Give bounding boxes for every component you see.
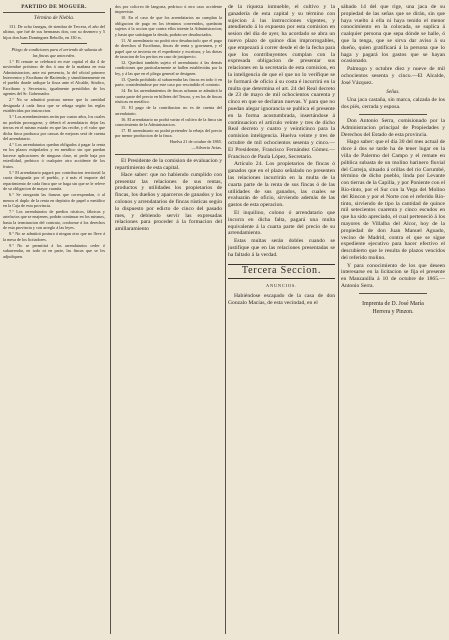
paragraph: Artículo 24. Los propietarios de fincas ó ganados que en el plazo señalado no presenten las relaciones incurrirán en la multa de la cuarta parte de la renta de sus fincas ó de las utilidades de sus ganados, las cuales se evaluarán de oficio, sirviendo además de las gastos de esta operacion. (228, 161, 335, 209)
column-rule (338, 8, 339, 634)
divider (21, 43, 87, 44)
paragraph: 16. El arrendatario no podrá variar el cultivo de la finca sin conocimiento de la Administracion. (115, 116, 222, 128)
ad-text: Habiéndose escapado de la casa de don Gonzalo Macías, de esta vecindad, en el (228, 293, 335, 306)
paragraph: Estas multas serán dobles cuando se justifique que en las relaciones presentadas se ha faltado á la verdad. (228, 238, 335, 258)
divider (115, 154, 222, 155)
paragraph: 15. El pago de la contribucion no es de cuenta del arrendatario. (115, 105, 222, 116)
paragraph: 7.° Los arrendatarios de predios rústicos, fábricas y artefactos que se enajenen, podrán continuar en los mismos, hasta la terminacion del contrato, conforme á los derechos de esta provincia y con arreglo á las leyes. (3, 208, 105, 231)
paragraph: 2.° No se admitirá postura menor que la cantidad designada á cada finca que se rehaga según las reglas establecidas por instruccion. (3, 97, 105, 114)
column-4 (341, 4, 445, 636)
paragraph: Hace saber: que no habiendo cumplido con presentar las relaciones de sus rentas, productos y utilidades los propietarios de fincas, los dueños y aparceros de ganados y los colonos y arrendatarios de fincas rústicas según lo dispuesto por edicto de cinco del pasado mes, y debiendo servir las expresadas relaciones para proceder á la formacion del amillaramiento (115, 171, 222, 233)
imprint-line: Imprenta de D. José María (362, 300, 424, 307)
paragraph: Don Antonio Serra, comisionado por la Administracion principal de Propiedades y Derechos del Estado de esta provincia. (341, 117, 445, 138)
date-line: Huelva 21 de octubre de 1865. (169, 139, 222, 145)
paragraph: El inquilino, colono ó arrendatario que incurra en dicha falta, pagará una multa equivalente á la cuarta parte del precio de su arrendamiento. (228, 209, 335, 237)
paragraph: 10. En el caso de que los arrendatarios no cumplan la obligacion de pago en los términos convenidos, quedarán sujetos á la accion que contra ellos intente la Administracion; y hasta que satisfagan la deuda, podrán ser desahuciados. (115, 15, 222, 37)
notice-heading: El Presidente de la comision de evaluacion y repartimiento de esta capital. (115, 157, 222, 171)
senas-title: Señas. (386, 88, 400, 95)
divider (359, 114, 427, 115)
imprint-line: Herrera y Pinzon. (372, 308, 414, 315)
paragraph: dos por colicreo de langosta, pedrisco ú otro caso accidente imprevisto. (115, 4, 222, 15)
paragraph: 12. Quedará también sujeto el arrendatario á las demás condiciones que particularmente se hallen establecidas por la ley, y á las que en el pliego general se designen. (115, 60, 222, 76)
imprint (341, 300, 445, 316)
column-rule (225, 8, 226, 634)
paragraph: 131. De ocho fanegas, de siembra de Tercera, el año del ultimo, que fué de sus hermanas don, con su dezmero y 5 hijos don Juan Domínguez Rebollo, en 130 rs. (3, 23, 105, 40)
paragraph: 6.° Se otorgarán las fianzas que correspondan, ó al menos el duplo de la renta en depósito de papel o metálico en la Caja de esta provincia. (3, 192, 105, 208)
paragraph: Una jaca castaña, sin marca, calzada de los dos piés, cerrada y esposa. (341, 97, 445, 111)
paragraph: Pliego de condiciones para el arriendo de subasta de las fincas que anteceden. (11, 47, 103, 58)
paragraph: 8.° No se admitirá postura á ningun otro que no lleve á la mesa de los licitadores. (3, 231, 105, 242)
column-2 (115, 4, 222, 636)
paragraph: 4.° Los arrendatarios quedan obligados á pagar la renta en los plazos estipulados y en metálico sin que puedan hacerse aplicaciones de ninguna clase, ni pedir baja por esterilidad, pedrisco ó cualquier otro accidente de los frutos. (3, 141, 105, 169)
column-3 (228, 4, 335, 636)
signature: —Silverio Arias. (191, 145, 222, 151)
paragraph: 11. Al arrendatario no podrá otro desahuciarlo que el pago de derechos al Escribano, fincas de renta y gravamen, y el papel que se invierta en el expediente y escritura; y las dietas de tasacion de los peritos en caso de justiprecio. (115, 37, 222, 60)
divider (359, 293, 427, 294)
notice-body (115, 172, 222, 233)
section-title: PARTIDO DE MOGUER. (3, 5, 105, 13)
paragraph: de la riqueza inmueble, el cultivo y la ganadería de esta capital y su término con sujecion á las instrucciones vigentes, y atendiendo á lo expuesto por esta comision en sesion del dia de ayer, ha acordado se abra un nuevo plazo de quince días improrrogables, que empezará á correr desde el de la fecha para que los contribuyentes cumplan con la expresada obligacion de presentar sus relaciones en la secretaría de esta comision, en la inteligencia de que el que no lo verifique se le formará de oficio á su costa é incurrirá en la multa que determina el art. 24 del Real decreto de 23 de mayo de mil ochocientos cuarenta y cinco en que se declaran nuevas. Y para que no puedan alegar ignorancia se publica el presente en la forma acostumbrada, insertándose á continuacion el artículo veinte y tres de dicho Real decreto y cuatro y veinticinco para la comision inteligencia. Huelva veinte y tres de octubre de mil ochocientos sesenta y cinco.—El Presidente, Francisco Fernández Gómez.—Francisco de Paula López, Secretario. (228, 4, 335, 160)
paragraph: 5.° El arrendatario pagará por contribucion territorial la cuota designada por el pueblo, y á más el importe del repartimiento de cada finca que se haga sin que se le releve de su obligacion de mayor cuantía. (3, 169, 105, 192)
paragraph: Hago saber: que el día 30 del mes actual de doce á dos se tarde ha de tener lugar en la villa de Palermo del Campo y el remate en pública subasta de un molino harinero fluvial del Carreja, situado á orillas del río Corumbé, término de dicho pueblo, linda por Levante con tierras de la Capilla, y por Poniente con el Río-tinto, por el Sur con la Vega del Molino del Rincon y por el Norte con el referido Río-tinto, sirviendo de tipo la cantidad de quince mil setecientos cuarenta y cinco escudos en que ha sido apreciado, el cual perteneció á los mayores de Villalba del Alcor, hoy de la propiedad de don Juan Manuel Aguado, vecino de Madrid, contra el que se sigue expediente ejecutivo para hacer efectivo el descubierto que le resulta de plazos vencidos del referido molino. (341, 139, 445, 261)
paragraph: Y para conocimiento de los que deseen interesarse en la licitacion se fija el presente en Manzanilla á 10 de octubre de 1865.—Antonio Serra. (341, 262, 445, 290)
ads-heading: ANUNCIOS. (266, 283, 297, 289)
paragraph: Palmogo y octubre diez y nueve de mil ochocientos sesenta y cinco.—El Alcalde, José Vázquez. (341, 66, 445, 86)
column-rule (110, 8, 111, 634)
paragraph: 1.° El remate se celebrará en este capital el día 4 de noviembre próximo de dos á una de la mañana en esta Administracion, ante mi presencia, la del oficial primero Interventor y Escribano de Hacienda; y simultáneamente en el pueblo donde radique la finca ante el Alcalde, Síndico, Escribano y Secretario, igualmente presididos de los agentes del Sr. Gobernador. (3, 58, 105, 97)
section-banner: Tercera Seccion. (228, 264, 335, 279)
paragraph: 14. En los arrendamientos de fincas urbanas se admitirá la cuarta parte del precio en billetes del Tesoro, y en los de fincas rústicas en metálico. (115, 88, 222, 105)
paragraph: 9.° No se permitirá á los arrendatarios ceder ó subarrendar, en todo ni en parte, las fincas que se les adjudiquen. (3, 242, 105, 259)
column-1 (3, 4, 105, 636)
subtitle: Término de Niebla. (33, 15, 75, 22)
paragraph: 17. El arrendatario no podrá pretender la rebaja del precio por menor produccion de la finca. (115, 127, 222, 139)
paragraph: sábado 14 del que rige, una jaca de su propiedad de las señas que se dirán, sin que haya vuelto á ella ni haya tenido el menor conocimiento en la colocada, se suplica á cualquier persona que sepa dónde se halle, ó que la tenga, que se sirva dar aviso á su dueño, quien gratificará á la persona que lo haga y pagará los gastos que se hayan ocasionado. (341, 4, 445, 65)
paragraph: 3.° Los arrendamientos serán por cuatro años, los cuales no podrán prorrogarse, y deberá el arrendatario dejar las tierras en el mismo estado en que las recibe, y el valor que dicha finca produzca por causas de mejoras será de cuenta del arrendatario. (3, 114, 105, 142)
paragraph: 13. Queda prohibido al subarrendar las fincas en todo ó en parte, considerándose por este caso por rescindido el contrato. (115, 76, 222, 88)
